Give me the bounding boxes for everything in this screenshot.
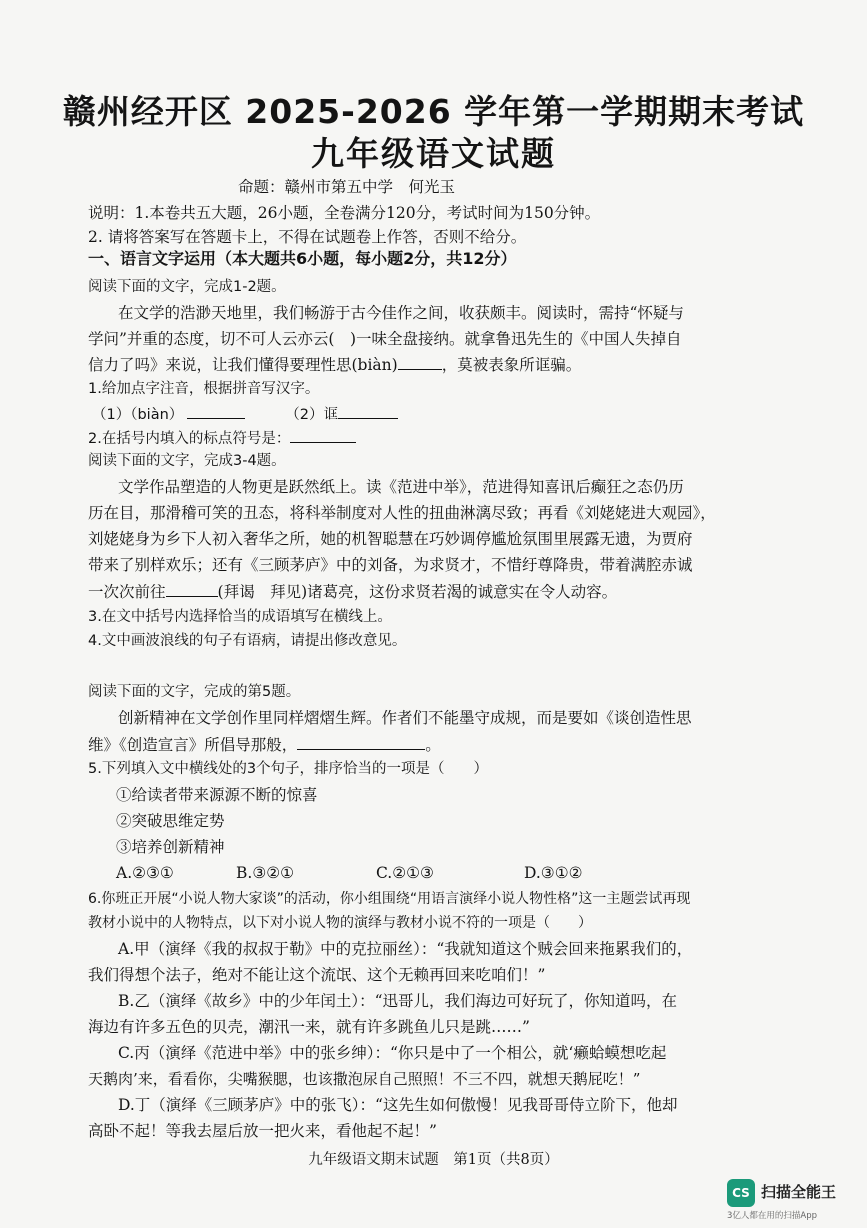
camscanner-logo-icon: CS xyxy=(727,1179,755,1207)
exam-title: 赣州经开区 2025-2026 学年第一学期期末考试 xyxy=(62,92,805,131)
reading-prompt-3: 阅读下面的文字，完成的第5题。 xyxy=(88,684,301,700)
q5-sentence: ②突破思维定势 xyxy=(116,812,225,830)
passage2-line xyxy=(88,580,617,603)
q1-option-2: （2）诓 xyxy=(285,407,339,423)
passage2-line: 历在目，那滑稽可笑的丑态，将科举制度对人性的扭曲淋漓尽致；再看《刘姥姥进大观园》， xyxy=(88,504,716,522)
scanner-watermark xyxy=(727,1176,857,1220)
author-line: 命题：赣州市第五中学 何光玉 xyxy=(238,178,456,196)
answer-blank xyxy=(187,402,245,419)
passage3-line: 创新精神在文学创作里同样熠熠生辉。作者们不能墨守成规，而是要如《谈创造性思 xyxy=(118,709,692,727)
q6-option-a-cont: 我们得想个法子，绝对不能让这个流氓、这个无赖再回来吃咱们！” xyxy=(88,966,546,984)
instruction-2: 2. 请将答案写在答题卡上，不得在试题卷上作答，否则不给分。 xyxy=(88,228,527,246)
q6-option-c-cont: 天鹅肉’来，看看你，尖嘴猴腮，也该撒泡尿自己照照！不三不四，就想天鹅屁吃！” xyxy=(88,1070,641,1088)
answer-blank xyxy=(398,353,442,370)
exam-subtitle: 九年级语文试题 xyxy=(311,134,556,173)
passage3-line xyxy=(88,733,441,756)
question-5: 5.下列填入文中横线处的3个句子，排序恰当的一项是（ ） xyxy=(88,761,489,777)
question-3: 3.在文中括号内选择恰当的成语填写在横线上。 xyxy=(88,609,392,625)
passage1-line: 在文学的浩渺天地里，我们畅游于古今佳作之间，收获颇丰。阅读时，需持“怀疑与 xyxy=(118,304,684,322)
watermark-subtitle: 3亿人都在用的扫描App xyxy=(727,1211,818,1221)
question-6: 教材小说中的人物特点，以下对小说人物的演绎与教材小说不符的一项是（ ） xyxy=(88,915,592,931)
passage1-line xyxy=(88,353,581,376)
q6-option-c: C.丙（演绎《范进中举》中的张乡绅）：“你只是中了一个相公，就‘癞蛤蟆想吃起 xyxy=(118,1044,667,1062)
passage2-line: 刘姥姥身为乡下人初入奢华之所，她的机智聪慧在巧妙调停尴尬氛围里展露无遗，为贾府 xyxy=(88,530,693,548)
passage2-line: 文学作品塑造的人物更是跃然纸上。读《范进中举》，范进得知喜讯后癫狂之态仍历 xyxy=(118,478,684,496)
answer-blank xyxy=(338,402,398,419)
question-2-text: 2.在括号内填入的标点符号是： xyxy=(88,431,291,447)
answer-blank xyxy=(166,580,218,597)
answer-blank xyxy=(297,733,425,750)
instruction-1: 说明：1.本卷共五大题，26小题，全卷满分120分，考试时间为150分钟。 xyxy=(88,204,601,222)
q5-option-b: B.③②① xyxy=(236,864,295,882)
question-1: 1.给加点字注音，根据拼音写汉字。 xyxy=(88,381,320,397)
passage2-text: (拜谒 拜见)诸葛亮，这份求贤若渴的诚意实在令人动容。 xyxy=(217,583,618,601)
q1-option-1: （1）（biàn） xyxy=(92,407,184,423)
page-footer: 九年级语文期末试题 第1页（共8页） xyxy=(308,1152,559,1168)
passage3-text: 。 xyxy=(425,736,441,754)
q5-sentence: ③培养创新精神 xyxy=(116,838,225,856)
passage1-line: 学问”并重的态度，切不可人云亦云( )一味全盘接纳。就拿鲁迅先生的《中国人失掉自 xyxy=(88,330,682,348)
question-4: 4.文中画波浪线的句子有语病，请提出修改意见。 xyxy=(88,633,407,649)
passage2-line: 带来了别样欢乐；还有《三顾茅庐》中的刘备，为求贤才，不惜纡尊降贵，带着满腔赤诚 xyxy=(88,556,693,574)
passage2-text: 一次次前往 xyxy=(88,583,166,601)
q6-option-d-cont: 高卧不起！等我去屋后放一把火来，看他起不起！” xyxy=(88,1122,437,1140)
q5-option-a: A.②③① xyxy=(116,864,174,882)
question-6: 6.你班正开展“小说人物大家谈”的活动，你小组围绕“用语言演绎小说人物性格”这一主题尝试再现 xyxy=(88,891,691,907)
reading-prompt-2: 阅读下面的文字，完成3-4题。 xyxy=(88,453,286,469)
q6-option-a: A.甲（演绎《我的叔叔于勒》中的克拉丽丝）：“我就知道这个贼会回来拖累我们的， xyxy=(118,940,693,958)
q5-sentence: ①给读者带来源源不断的惊喜 xyxy=(116,786,318,804)
passage1-text: ，莫被表象所诓骗。 xyxy=(441,356,582,374)
passage3-text: 维》《创造宣言》所倡导那般， xyxy=(88,736,298,754)
q6-option-b: B.乙（演绎《故乡》中的少年闰土）：“迅哥儿，我们海边可好玩了，你知道吗，在 xyxy=(118,992,677,1010)
question-1-options xyxy=(92,402,398,426)
q6-option-d: D.丁（演绎《三顾茅庐》中的张飞）：“这先生如何傲慢！见我哥哥侍立阶下，他却 xyxy=(118,1096,678,1114)
section-heading: 一、语言文字运用（本大题共6小题，每小题2分，共12分） xyxy=(88,249,517,268)
q6-option-b-cont: 海边有许多五色的贝壳，潮汛一来，就有许多跳鱼儿只是跳……” xyxy=(88,1018,530,1036)
question-2 xyxy=(88,426,356,450)
reading-prompt-1: 阅读下面的文字，完成1-2题。 xyxy=(88,279,286,295)
watermark-name: 扫描全能王 xyxy=(761,1183,837,1201)
answer-blank xyxy=(290,426,356,443)
q5-option-d: D.③①② xyxy=(524,864,583,882)
passage1-text: 信力了吗》来说，让我们懂得要理性思(biàn) xyxy=(88,356,398,374)
q5-option-c: C.②①③ xyxy=(376,864,434,882)
